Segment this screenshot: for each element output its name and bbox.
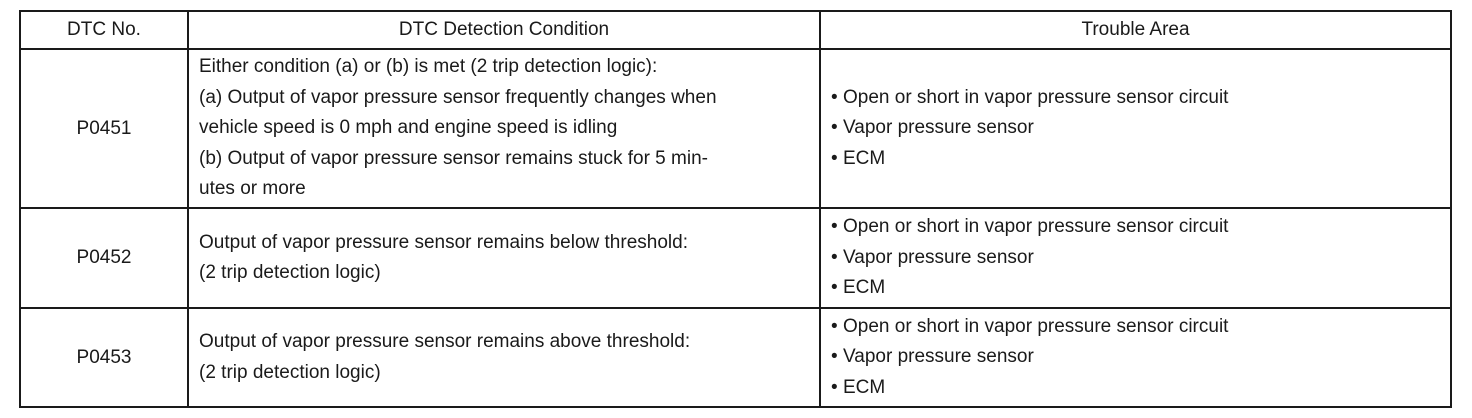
trouble-area-item [831, 83, 1442, 114]
header-dtc-no: DTC No. [20, 11, 188, 49]
trouble-area [820, 49, 1451, 208]
condition-line: Output of vapor pressure sensor remains below threshold: [199, 231, 688, 253]
trouble-area-item [831, 144, 1442, 175]
detection-condition [188, 49, 820, 208]
bullet-icon: • [831, 277, 838, 299]
condition-line: vehicle speed is 0 mph and engine speed is idling [199, 117, 618, 139]
trouble-area-text: Open or short in vapor pressure sensor circuit [843, 216, 1229, 238]
trouble-area-text: ECM [843, 147, 886, 169]
trouble-area-item [831, 312, 1442, 343]
condition-line: (2 trip detection logic) [199, 361, 381, 383]
condition-line: (2 trip detection logic) [199, 262, 381, 283]
trouble-area-text: Vapor pressure sensor [843, 246, 1034, 268]
header-detection-condition: DTC Detection Condition [188, 11, 820, 49]
trouble-area-text: Open or short in vapor pressure sensor circuit [843, 86, 1229, 108]
table-row [20, 308, 1451, 407]
header-row [20, 11, 1451, 49]
trouble-area-item [831, 113, 1442, 144]
trouble-area-item [831, 273, 1442, 304]
bullet-icon: • [831, 315, 838, 337]
bullet-icon: • [831, 376, 838, 398]
trouble-area-item [831, 373, 1442, 404]
bullet-icon: • [831, 86, 838, 108]
trouble-area [820, 208, 1451, 308]
condition-line: (a) Output of vapor pressure sensor frequently changes when [199, 86, 717, 108]
detection-condition [188, 208, 820, 308]
bullet-icon: • [831, 147, 838, 169]
trouble-area-text: Vapor pressure sensor [843, 346, 1034, 368]
trouble-area-text: Open or short in vapor pressure sensor circuit [843, 315, 1229, 337]
dtc-code: P0452 [20, 208, 188, 308]
dtc-code: P0453 [20, 308, 188, 407]
dtc-table [19, 10, 1452, 408]
dtc-code: P0451 [20, 49, 188, 208]
bullet-icon: • [831, 246, 838, 268]
condition-line: utes or more [199, 178, 306, 200]
trouble-area-text: ECM [843, 277, 886, 299]
detection-condition [188, 308, 820, 407]
trouble-area-item [831, 243, 1442, 274]
header-trouble-area: Trouble Area [820, 11, 1451, 49]
condition-line: Either condition (a) or (b) is met (2 trip detection logic): [199, 56, 658, 78]
trouble-area-item [831, 212, 1442, 243]
trouble-area-item [831, 342, 1442, 373]
table-row [20, 208, 1451, 308]
table-row [20, 49, 1451, 208]
bullet-icon: • [831, 216, 838, 238]
bullet-icon: • [831, 117, 838, 139]
condition-line: (b) Output of vapor pressure sensor remains stuck for 5 min- [199, 147, 708, 169]
trouble-area-text: ECM [843, 376, 886, 398]
bullet-icon: • [831, 346, 838, 368]
condition-line: Output of vapor pressure sensor remains above threshold: [199, 331, 691, 352]
trouble-area [820, 308, 1451, 407]
trouble-area-text: Vapor pressure sensor [843, 117, 1034, 139]
